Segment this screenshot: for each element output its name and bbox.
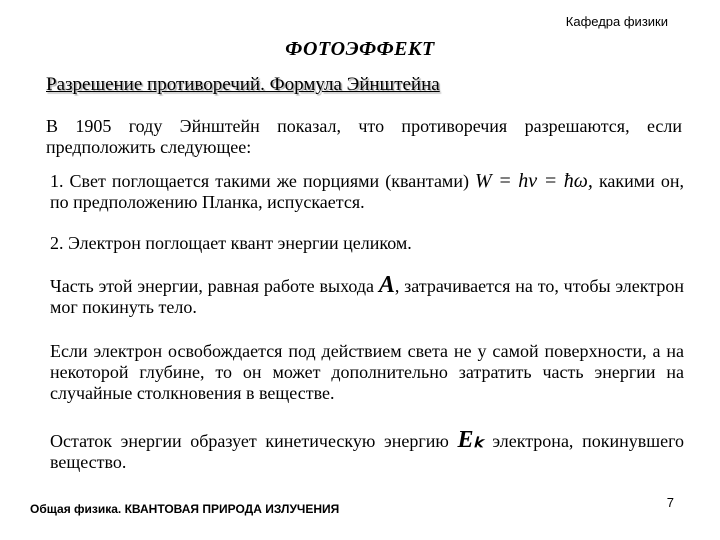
work-function-paragraph bbox=[50, 272, 684, 318]
slide-title: ФОТОЭФФЕКТ bbox=[285, 38, 435, 60]
kinetic-energy-symbol: Eₖ bbox=[457, 427, 484, 453]
footer-course-title: Общая физика. КВАНТОВАЯ ПРИРОДА ИЗЛУЧЕНИЯ bbox=[30, 502, 340, 516]
list-item-2: 2. Электрон поглощает квант энергии целиком. bbox=[50, 233, 412, 253]
kinetic-energy-text-cont: электрона, покинувшего вещество. bbox=[50, 431, 685, 472]
page-number: 7 bbox=[666, 495, 674, 510]
intro-paragraph: В 1905 году Эйнштейн показал, что противоречия разрешаются, если предположить следующее: bbox=[46, 116, 682, 157]
work-function-text: Часть этой энергии, равная работе выхода bbox=[50, 276, 375, 296]
depth-paragraph: Если электрон освобождается под действием света не у самой поверхности, а на некоторой глубине, то он может дополнительно затратить часть энергии на случайные столкновения в веществе. bbox=[50, 341, 684, 403]
work-function-symbol: A bbox=[378, 272, 395, 298]
department-label: Кафедра физики bbox=[565, 14, 668, 29]
list-item-1-text-cont: какими он, по предположению Планка, испускается. bbox=[50, 171, 685, 212]
slide-subtitle: Разрешение противоречий. Формула Эйнштейна bbox=[46, 74, 440, 95]
list-item-1 bbox=[50, 171, 684, 213]
kinetic-energy-paragraph bbox=[50, 427, 685, 473]
kinetic-energy-text: Остаток энергии образует кинетическую энергию bbox=[50, 431, 449, 451]
photon-energy-formula: W = hν = ħω, bbox=[475, 170, 593, 192]
work-function-text-cont: , затрачивается на то, чтобы электрон мог покинуть тело. bbox=[50, 276, 684, 317]
list-item-1-text: 1. Свет поглощается такими же порциями (квантами) bbox=[50, 171, 469, 191]
